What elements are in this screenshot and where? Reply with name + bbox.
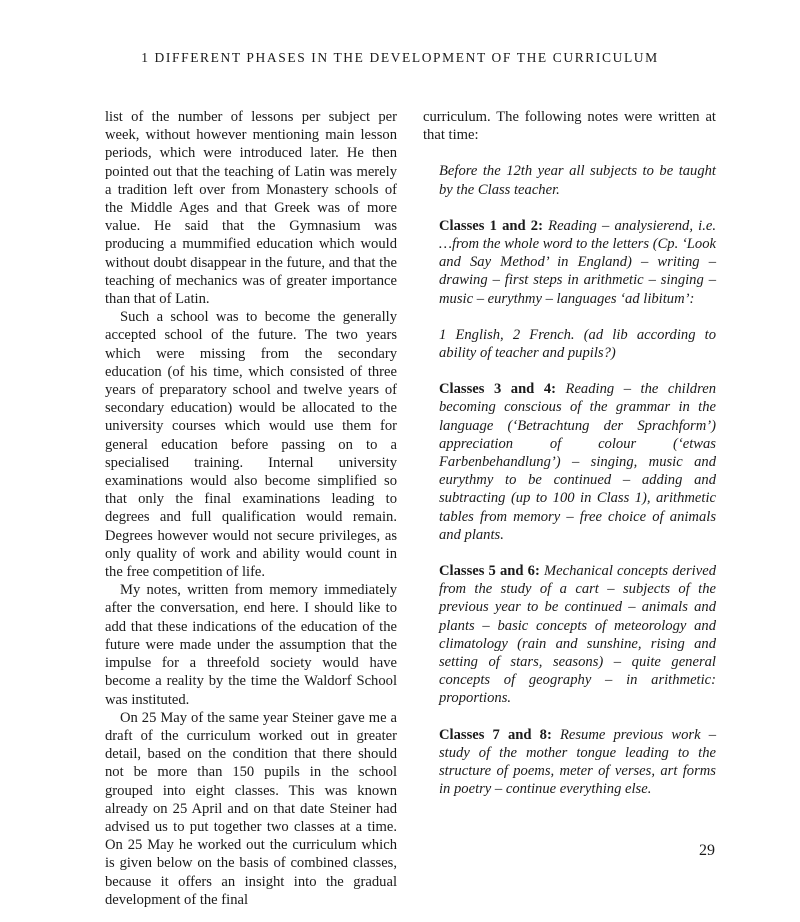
note-text: 1 English, 2 French. (ad lib according to ability of teacher and pupils?) [439,326,716,362]
paragraph: Such a school was to become the generally accepted school of the future. The two years which were missing from the secondary education (of his time, which consisted of three years of preparatory school and twelve years of secondary education) would be allocated to the university courses which would use them for general education before passing on to a specialised training. Internal university examinations would also become simplified so that only the final examinations leading to degrees and full qualification would remain. Degrees however would not secure privileges, as only quality of work and ability would count in the free competition of life. [105,309,397,581]
note-label: Classes 3 and 4: [439,381,556,398]
note-item [439,726,716,799]
curriculum-notes [439,162,716,798]
running-head: 1 DIFFERENT PHASES IN THE DEVELOPMENT OF THE CURRICULUM [141,50,659,65]
note-text: Mechanical concepts derived from the study of a cart – subjects of the previous year to be continued – animals and plants – basic concepts of meteorology and climatology (rain and sunshine, rising and setting of stars, seasons) – quite general concepts of geography – in arithmetic: proportions. [439,563,716,707]
note-text: Reading – analysierend, i.e. …from the whole word to the letters (Cp. ‘Look and Say Method’ in England) – writing – drawing – first steps in arithmetic – singing – music – eurythmy – languages ‘ad libitum’: [439,217,716,307]
note-item [439,217,716,308]
paragraph: curriculum. The following notes were written at that time: [423,109,716,144]
paragraph: list of the number of lessons per subject per week, without however mentioning main lesson periods, which were introduced later. He then pointed out that the teaching of Latin was merely a tradition left over from Monastery schools of the Middle Ages and that Greek was of more value. He said that the Gymnasium was producing a mummified education which would without doubt disappear in the future, and that the teaching of mechanics was of greater importance than that of Latin. [105,109,397,308]
note-item [439,326,716,362]
note-text: Resume previous work – study of the mother tongue leading to the structure of poems, meter of verses, art forms in poetry – continue everything else. [439,726,716,798]
note-label: Classes 7 and 8: [439,726,552,743]
note-label: Classes 1 and 2: [439,217,543,234]
note-item [439,562,716,708]
left-column [105,108,397,909]
paragraph: My notes, written from memory immediately after the conversation, end here. I should like to add that these indications of the education of the future were made under the assumption that the impulse for a threefold society would have become a reality by the time the Waldorf School was instituted. [105,582,397,708]
paragraph: On 25 May of the same year Steiner gave me a draft of the curriculum worked out in greater detail, based on the condition that there should not be more than 150 pupils in the school grouped into eight classes. This was known already on 25 April and on that date Steiner had advised us to put together two classes at a time. On 25 May he worked out the curriculum which is given below on the basis of combined classes, because it offers an insight into the gradual development of the final [105,709,397,908]
note-label: Classes 5 and 6: [439,563,540,580]
note-text: Reading – the children becoming conscious of the grammar in the language (‘Betrachtung der Sprachform’) appreciation of colour (‘etwas Farbenbehandlung’) – singing, music and eurythmy to be continued – adding and subtracting (up to 100 in Class 1), arithmetic tables from memory – free choice of animals and plants. [439,381,716,543]
right-column [423,108,716,817]
note-text: Before the 12th year all subjects to be taught by the Class teacher. [439,163,716,198]
note-item [439,162,716,198]
note-item [439,380,716,544]
page-number: 29 [699,842,715,859]
